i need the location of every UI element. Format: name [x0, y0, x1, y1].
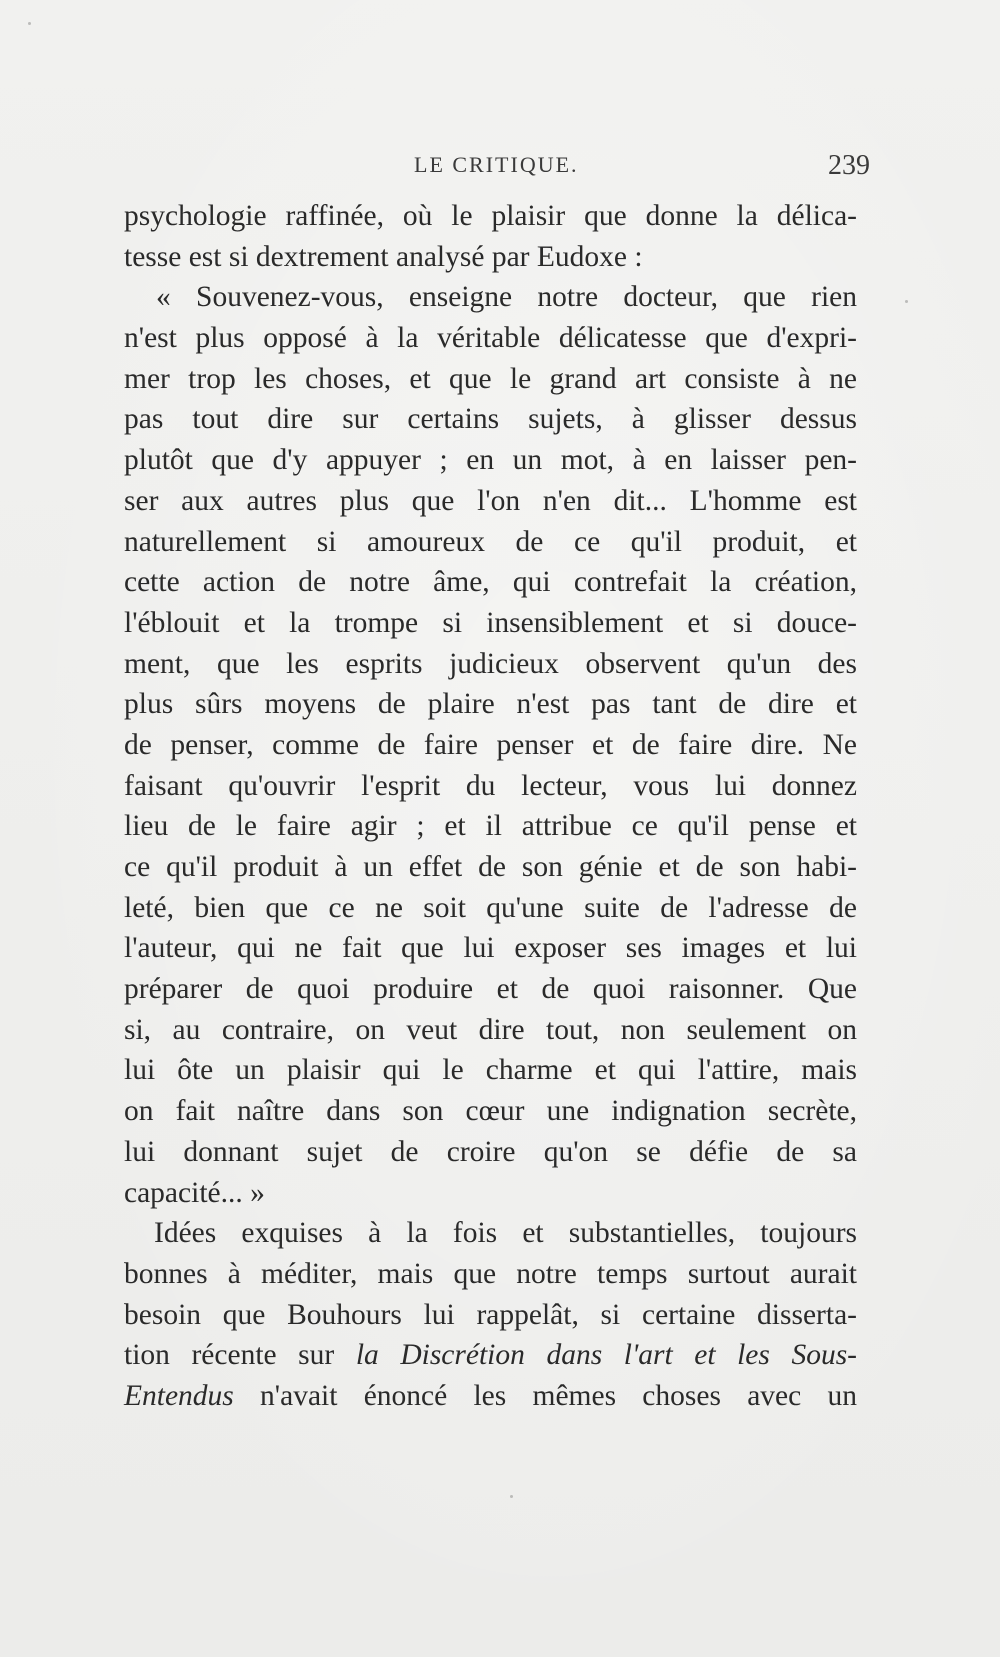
text-line: « Souvenez-vous, enseigne notre docteur, que rien	[156, 281, 857, 314]
text-line: ser aux autres plus que l'on n'en dit... L'homme est	[124, 484, 857, 517]
text-line: lieu de le faire agir ; et il attribue ce qu'il pense et	[124, 810, 857, 843]
text-line: capacité... »	[124, 1176, 265, 1209]
text-line: mer trop les choses, et que le grand art consiste à ne	[124, 362, 857, 395]
text-segment: tion récente sur	[124, 1339, 356, 1372]
text-line: Idées exquises à la fois et substantielles, toujours	[154, 1217, 857, 1250]
text-line: ce qu'il produit à un effet de son génie et de son habi-	[124, 851, 857, 883]
text-line	[124, 1376, 857, 1417]
text-line: lui ôte un plaisir qui le charme et qui l'attire, mais	[124, 1054, 857, 1087]
text-line: besoin que Bouhours lui rappelât, si certaine disserta-	[124, 1298, 857, 1331]
text-line: leté, bien que ce ne soit qu'une suite de l'adresse de	[124, 891, 857, 924]
text-line: plutôt que d'y appuyer ; en un mot, à en laisser pen-	[124, 444, 857, 477]
text-line: de penser, comme de faire penser et de faire dire. Ne	[124, 728, 857, 761]
running-head	[124, 152, 870, 188]
text-line: psychologie raffinée, où le plaisir que donne la délica-	[124, 200, 857, 232]
text-line	[124, 1335, 857, 1376]
italic-title-segment: la Discrétion dans l'art et les Sous-	[355, 1339, 858, 1372]
text-line: l'éblouit et la trompe si insensiblement et si douce-	[124, 606, 857, 639]
text-line: préparer de quoi produire et de quoi raisonner. Que	[124, 973, 857, 1006]
text-line: on fait naître dans son cœur une indignation secrète,	[124, 1095, 857, 1128]
text-line: cette action de notre âme, qui contrefait la création,	[124, 566, 857, 599]
text-line: l'auteur, qui ne fait que lui exposer ses images et lui	[124, 932, 857, 965]
text-line: naturellement si amoureux de ce qu'il produit, et	[124, 525, 857, 558]
paper-speck	[905, 300, 908, 303]
text-line: faisant qu'ouvrir l'esprit du lecteur, vous lui donnez	[124, 769, 857, 802]
text-line: bonnes à méditer, mais que notre temps surtout aurait	[124, 1257, 857, 1290]
page-number: 239	[828, 150, 870, 181]
text-line: ment, que les esprits judicieux observent qu'un des	[124, 647, 857, 680]
body-text	[124, 196, 857, 1417]
text-line: si, au contraire, on veut dire tout, non seulement on	[124, 1013, 857, 1046]
text-line: lui donnant sujet de croire qu'on se défie de sa	[124, 1135, 857, 1168]
text-line: pas tout dire sur certains sujets, à glisser dessus	[124, 403, 857, 436]
text-line: n'est plus opposé à la véritable délicatesse que d'expri-	[124, 322, 857, 355]
text-line: plus sûrs moyens de plaire n'est pas tant de dire et	[124, 688, 857, 721]
paper-speck	[510, 1495, 513, 1498]
text-line: tesse est si dextrement analysé par Eudoxe :	[124, 240, 643, 273]
running-title: LE CRITIQUE.	[414, 152, 579, 177]
paper-speck	[28, 22, 31, 25]
text-segment: n'avait énoncé les mêmes choses avec un	[233, 1379, 857, 1412]
italic-title-segment: Entendus	[124, 1379, 234, 1412]
